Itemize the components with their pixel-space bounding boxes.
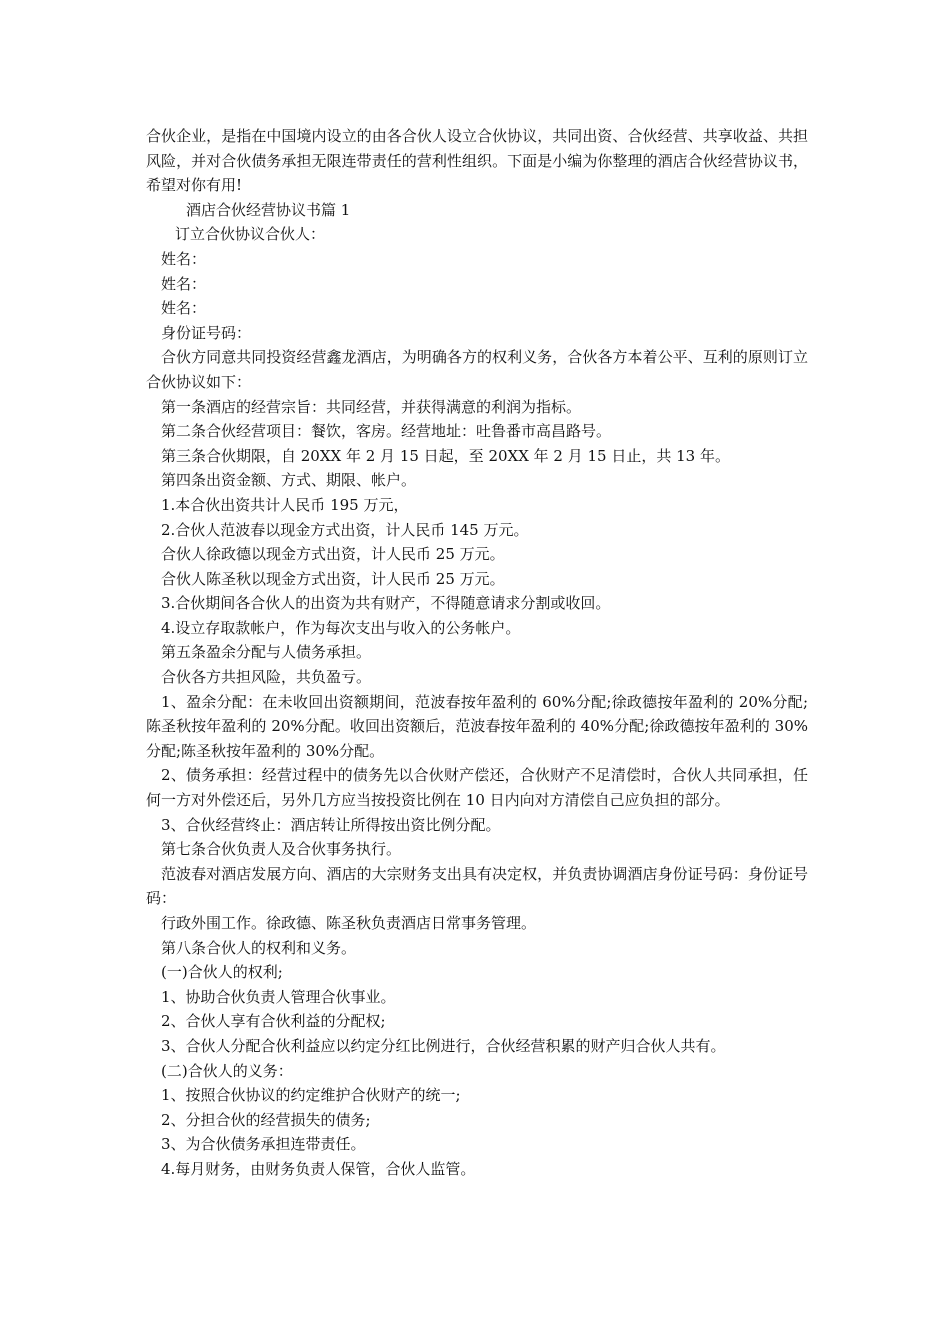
name-label: 姓名： [161,299,207,318]
execution-paragraph: 行政外围工作。徐政德、陈圣秋负责酒店日常事务管理。 [161,914,537,932]
debt-bearing: 2、债务承担：经营过程中的债务先以合伙财产偿还，合伙财产不足清偿时，合伙人共同承担，任何一方对外偿还后，另外几方应当按投资比例在 10 日内向对方清偿自己应负担的部分。 [146,766,808,810]
duties-heading: (二)合伙人的义务： [161,1061,293,1080]
capital-item: 4.设立存取款帐户，作为每次支出与收入的公务帐户。 [161,618,521,637]
capital-item: 3.合伙期间各合伙人的出资为共有财产，不得随意请求分割或收回。 [161,594,611,613]
profit-distribution: 1、盈余分配：在未收回出资额期间，范波春按年盈利的 60%分配;徐政德按年盈利的 20%分配;陈圣秋按年盈利的 20%分配。收回出资额后，范波春按年盈利的 40%分配;徐政德按年盈利的 30%分配;陈圣秋按年盈利的 30%分配。 [146,692,808,760]
duty-item: 3、为合伙债务承担连带责任。 [161,1135,366,1154]
document-body [146,124,808,1182]
partners-heading: 订立合伙协议合伙人： [175,225,326,244]
capital-item: 2.合伙人范波春以现金方式出资，计人民币 145 万元。 [161,520,529,539]
duty-item: 1、按照合伙协议的约定维护合伙财产的统一; [161,1086,461,1105]
id-number-label: 身份证号码： [161,323,252,342]
article-2: 第二条合伙经营项目：餐饮，客房。经营地址：吐鲁番市高昌路号。 [161,422,612,441]
execution-paragraph: 范波春对酒店发展方向、酒店的大宗财务支出具有决定权，并负责协调酒店身份证号码：身份证号码： [146,864,808,908]
article-3: 第三条合伙期限，自 20XX 年 2 月 15 日起，至 20XX 年 2 月 15 日止，共 13 年。 [161,446,730,465]
right-item: 3、合伙人分配合伙利益应以约定分红比例进行，合伙经营积累的财产归合伙人共有。 [161,1036,726,1055]
article-7: 第七条合伙负责人及合伙事务执行。 [161,840,402,859]
name-label: 姓名： [161,249,207,268]
section-title: 酒店合伙经营协议书篇 1 [186,200,351,219]
duty-item: 4.每月财务，由财务负责人保管，合伙人监管。 [161,1159,476,1178]
capital-item: 1.本合伙出资共计人民币 195 万元， [161,495,409,514]
article-8: 第八条合伙人的权利和义务。 [161,938,357,957]
rights-heading: (一)合伙人的权利; [161,963,283,982]
article-5: 第五条盈余分配与人债务承担。 [161,643,372,662]
capital-item: 合伙人徐政德以现金方式出资，计人民币 25 万元。 [161,545,505,564]
agreement-intro: 合伙方同意共同投资经营鑫龙酒店，为明确各方的权利义务，合伙各方本着公平、互利的原则订立合伙协议如下： [146,348,808,391]
termination: 3、合伙经营终止：酒店转让所得按出资比例分配。 [161,815,501,834]
article-4: 第四条出资金额、方式、期限、帐户。 [161,471,417,490]
capital-item: 合伙人陈圣秋以现金方式出资，计人民币 25 万元。 [161,569,505,588]
right-item: 2、合伙人享有合伙利益的分配权; [161,1012,386,1031]
article-1: 第一条酒店的经营宗旨：共同经营，并获得满意的利润为指标。 [161,397,582,416]
intro-paragraph: 合伙企业，是指在中国境内设立的由各合伙人设立合伙协议，共同出资、合伙经营、共享收益、共担风险，并对合伙债务承担无限连带责任的营利性组织。下面是小编为你整理的酒店合伙经营协议书，希望对你有用! [146,127,808,195]
risk-sharing: 合伙各方共担风险，共负盈亏。 [161,668,372,687]
duty-item: 2、分担合伙的经营损失的债务; [161,1110,371,1129]
right-item: 1、协助合伙负责人管理合伙事业。 [161,987,396,1006]
name-label: 姓名： [161,274,207,293]
